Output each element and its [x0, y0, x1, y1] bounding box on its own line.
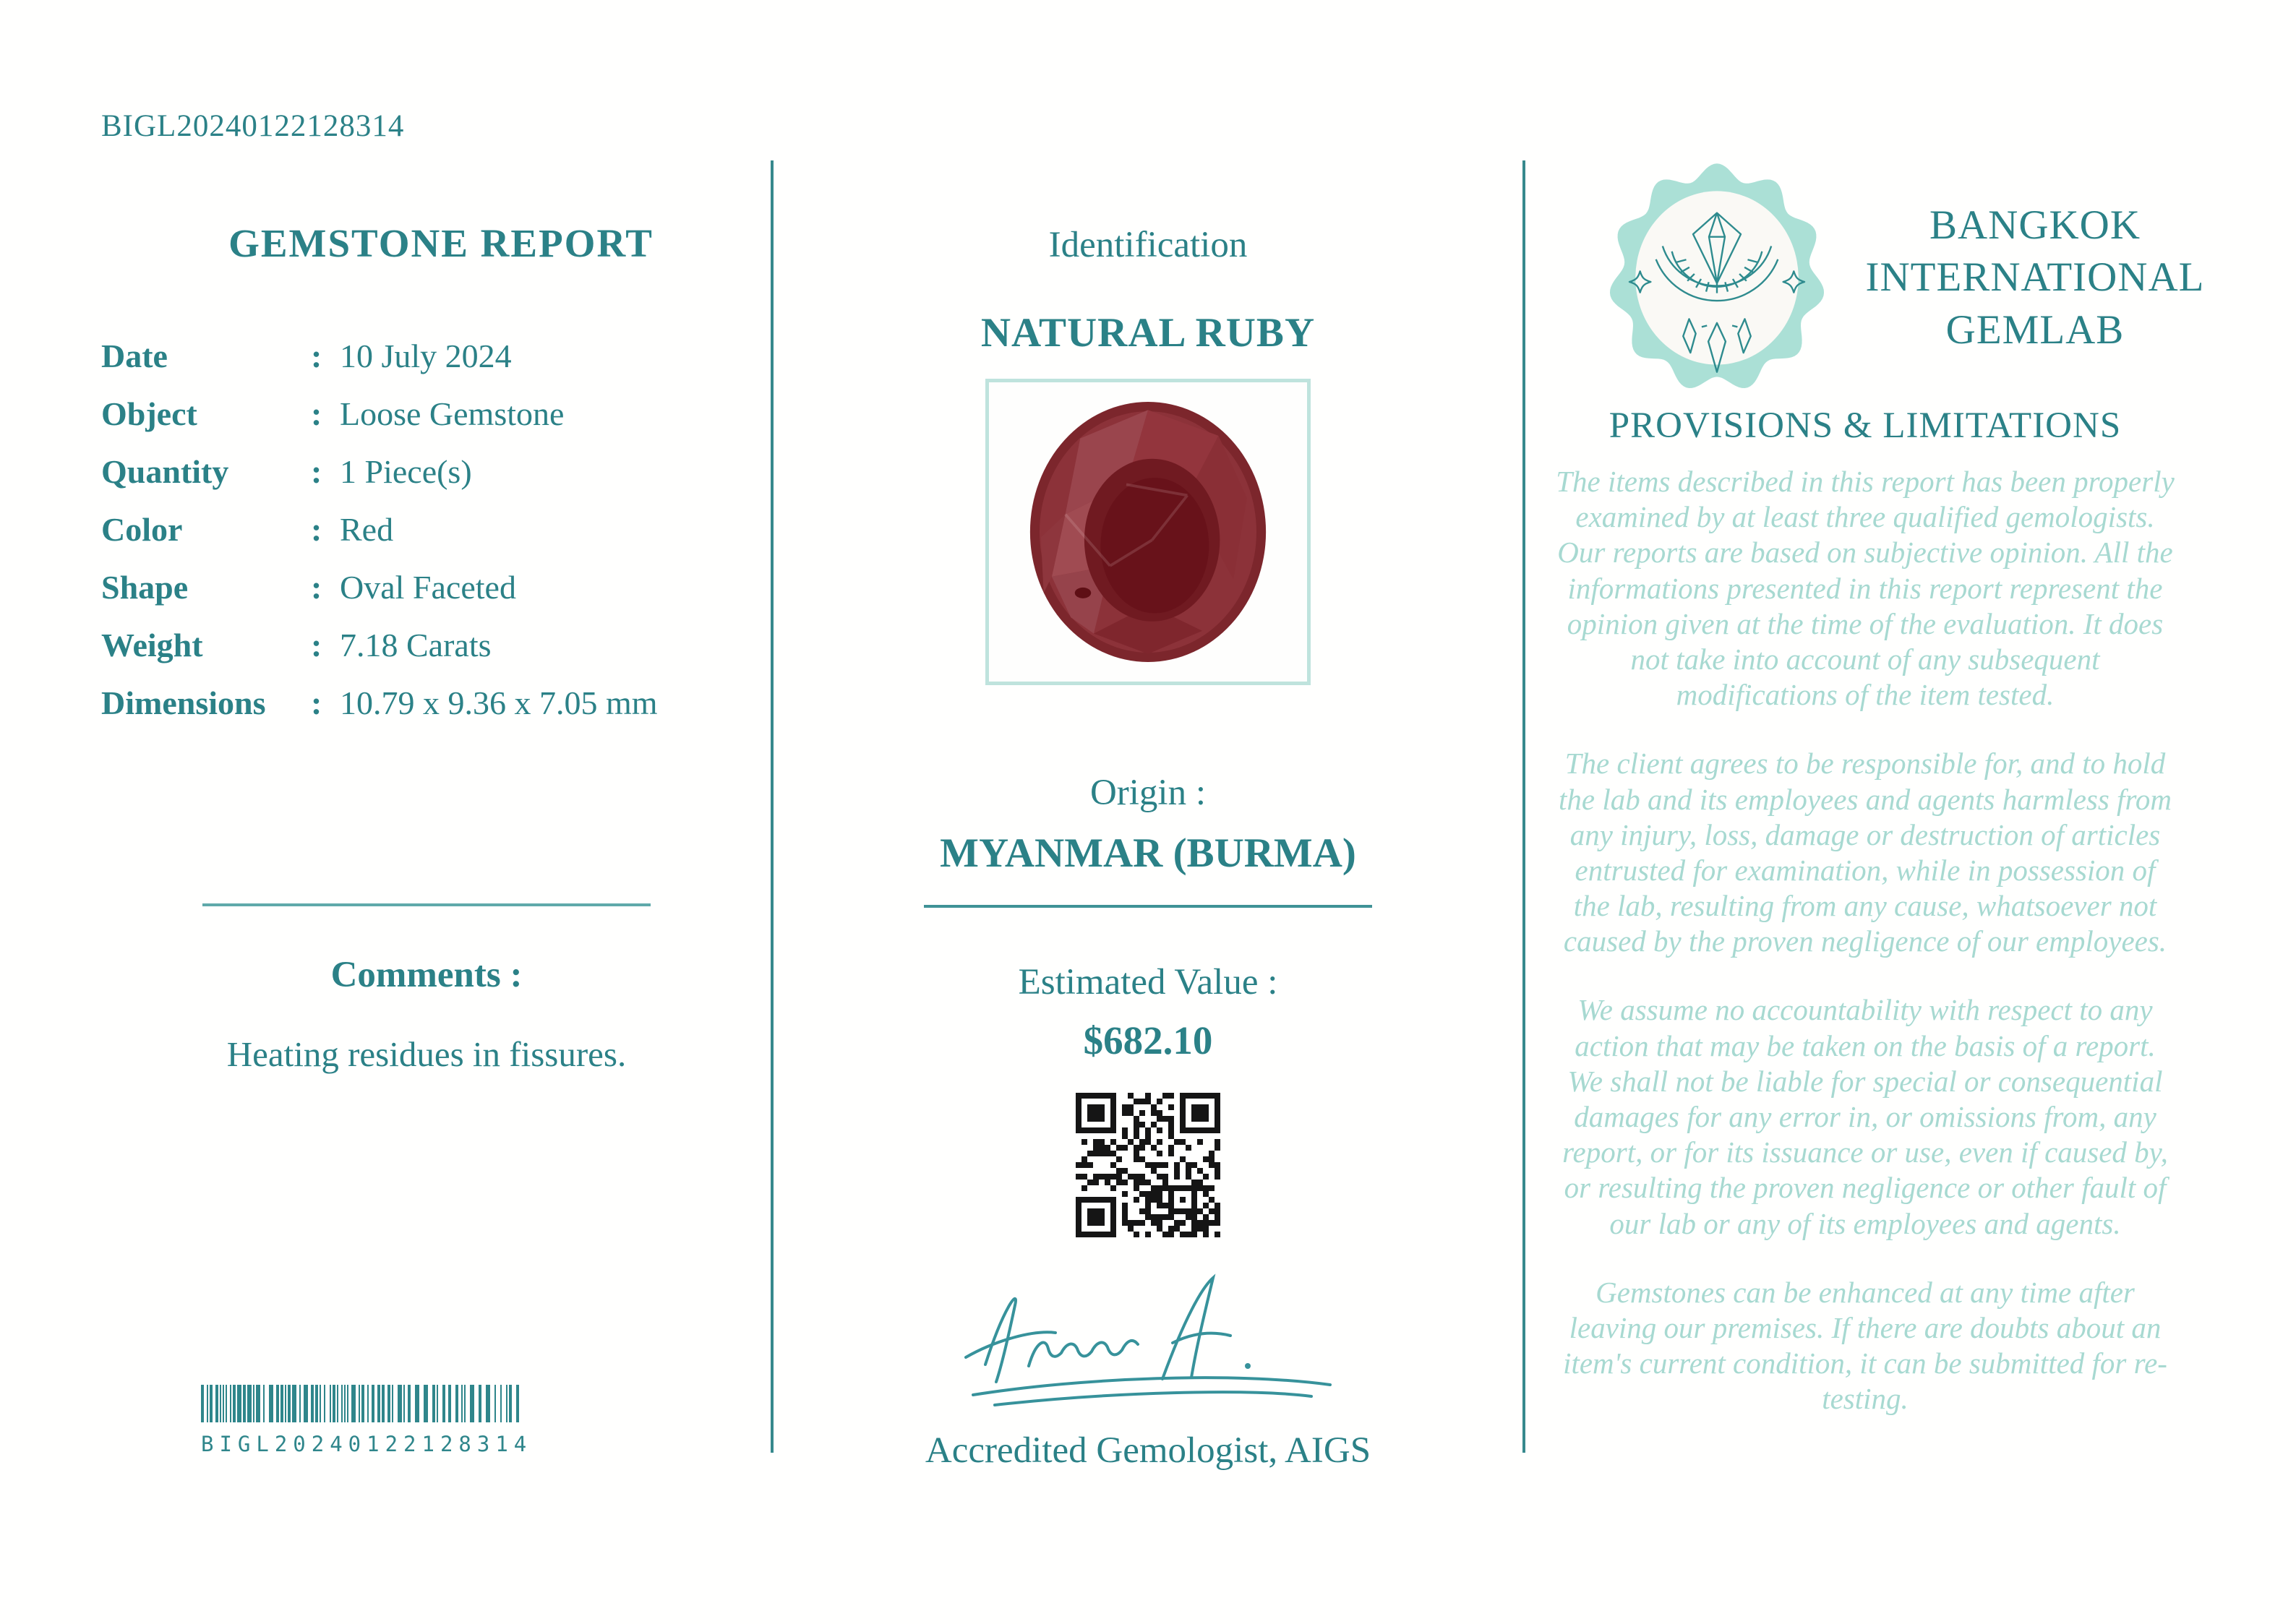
barcode-bars	[201, 1385, 519, 1422]
lab-name	[1836, 199, 2234, 356]
detail-colon: :	[311, 395, 322, 432]
lab-logo-seal	[1598, 152, 1836, 404]
comments-divider	[202, 903, 651, 906]
origin-label: Origin :	[1089, 773, 1207, 813]
provision-paragraph: Gemstones can be enhanced at any time after leaving our premises. If there are doubts about an item's current condition, it can be submitted for re-testing.	[1563, 1275, 2167, 1416]
detail-row	[101, 627, 752, 685]
column-divider-right	[1522, 160, 1525, 1453]
logo-inner-circle	[1635, 191, 1799, 364]
detail-label: Dimensions	[101, 684, 266, 721]
provision-paragraph: The items described in this report has been properly examined by at least three qualified gemologists. Our reports are based on subjective opinion. All the informations presented in this report represent the opinion given at the time of the evaluation. It does not take into account of any subsequent modifications of the item tested.	[1556, 465, 2175, 712]
detail-row	[101, 570, 752, 627]
detail-value: Red	[340, 511, 394, 548]
provisions-paragraphs	[1554, 464, 2176, 1451]
detail-label: Object	[101, 395, 197, 432]
detail-row	[101, 396, 752, 454]
qr-code-image	[1076, 1093, 1220, 1237]
ruby-photo	[1012, 391, 1284, 673]
detail-value: 10 July 2024	[340, 338, 512, 374]
detail-label: Quantity	[101, 453, 229, 490]
identification-heading: Identification	[1048, 225, 1248, 265]
lab-name-line: BANGKOK	[1929, 202, 2141, 248]
report-title: GEMSTONE REPORT	[228, 221, 654, 265]
lab-header	[1598, 152, 2234, 404]
identification-result: NATURAL RUBY	[980, 310, 1316, 356]
detail-value: 7.18 Carats	[340, 627, 492, 663]
provision-paragraph: We assume no accountability with respect to any action that may be taken on the basis of a report. We shall not be liable for special or consequential damages for any error in, or omissions from, any report, or for its issuance or use, even if caused by, or resulting the proven negligence or other fault of our lab or any of its employees and agents.	[1562, 993, 2168, 1240]
lab-name-line: GEMLAB	[1945, 306, 2125, 353]
detail-colon: :	[311, 338, 322, 374]
gemologist-signature	[946, 1256, 1350, 1419]
signatory-title: Accredited Gemologist, AIGS	[925, 1430, 1371, 1471]
detail-value: 1 Piece(s)	[340, 453, 472, 490]
detail-value: 10.79 x 9.36 x 7.05 mm	[340, 684, 658, 721]
estimated-value-amount: $682.10	[1083, 1018, 1213, 1062]
detail-label: Color	[101, 511, 183, 548]
report-serial-number: BIGL20240122128314	[101, 109, 405, 143]
detail-colon: :	[311, 453, 322, 490]
detail-colon: :	[311, 511, 322, 548]
comments-section	[101, 903, 752, 1075]
barcode	[201, 1385, 533, 1456]
provision-paragraph: The client agrees to be responsible for, and to hold the lab and its employees and agents harmless from any injury, loss, damage or destruction of articles entrusted for examination, while in possession of the lab, resulting from any cause, whatsoever not caused by the proven negligence of our employees.	[1558, 747, 2172, 958]
signature-scrawl	[946, 1256, 1350, 1419]
middle-divider	[924, 905, 1372, 908]
detail-value: Oval Faceted	[340, 569, 516, 606]
detail-label: Shape	[101, 569, 189, 606]
detail-colon: :	[311, 684, 322, 721]
comments-label: Comments :	[330, 955, 523, 995]
qr-code	[1076, 1093, 1220, 1237]
barcode-text: BIGL20240122128314	[201, 1432, 533, 1456]
detail-label: Weight	[101, 627, 203, 663]
detail-colon: :	[311, 627, 322, 663]
lab-name-line: INTERNATIONAL	[1865, 254, 2205, 301]
detail-label: Date	[101, 338, 168, 374]
gemstone-photo-frame	[985, 379, 1311, 685]
detail-value: Loose Gemstone	[340, 395, 565, 432]
comments-text: Heating residues in fissures.	[226, 1034, 627, 1074]
detail-row	[101, 685, 752, 743]
details-table	[101, 338, 752, 743]
detail-row	[101, 454, 752, 512]
provisions-title: PROVISIONS & LIMITATIONS	[1609, 405, 2122, 446]
estimated-value-label: Estimated Value :	[1018, 962, 1278, 1002]
detail-row	[101, 512, 752, 570]
detail-colon: :	[311, 569, 322, 606]
origin-value: MYANMAR (BURMA)	[940, 830, 1356, 876]
detail-row	[101, 338, 752, 396]
